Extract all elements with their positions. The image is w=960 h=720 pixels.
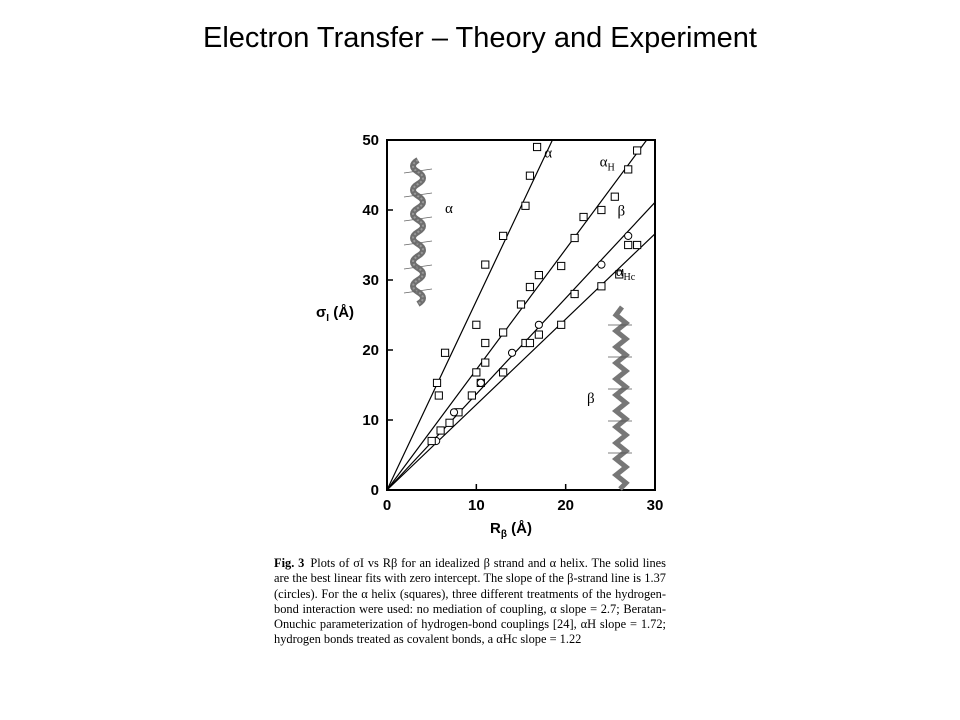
- helix-inset-label: α: [445, 201, 453, 217]
- data-point-square: [482, 261, 489, 268]
- data-point-square: [558, 262, 565, 269]
- data-point-square: [500, 232, 507, 239]
- data-point-square: [526, 339, 533, 346]
- y-tick-label: 10: [362, 412, 379, 429]
- x-tick-label: 30: [646, 497, 664, 514]
- x-axis-label: [490, 520, 532, 540]
- data-point-square: [535, 272, 542, 279]
- data-point-square: [468, 392, 475, 399]
- data-point-square: [558, 321, 565, 328]
- svg-text:Rβ (Å): $R_\beta$ (Å): [490, 520, 532, 540]
- data-point-square: [634, 147, 641, 154]
- series-label: $\alpha_H$: [599, 154, 615, 174]
- data-point-square: [473, 321, 480, 328]
- y-tick-label: 40: [362, 202, 379, 219]
- beta-strand-inset: [608, 307, 632, 489]
- data-point-square: [482, 359, 489, 366]
- data-point-square: [611, 193, 618, 200]
- x-tick-label: 10: [467, 497, 485, 514]
- data-point-square: [625, 166, 632, 173]
- data-point-square: [580, 213, 587, 220]
- data-point-circle: [598, 261, 605, 268]
- data-point-square: [522, 202, 529, 209]
- y-tick-label: 20: [362, 342, 379, 359]
- data-point-square: [435, 392, 442, 399]
- data-point-square: [526, 172, 533, 179]
- x-tick-label: 0: [382, 497, 392, 514]
- strand-inset-label: β: [587, 391, 595, 407]
- y-tick-label: 50: [362, 132, 379, 149]
- data-point-circle: [450, 409, 457, 416]
- data-point-square: [428, 437, 435, 444]
- data-point-square: [441, 349, 448, 356]
- data-point-square: [437, 427, 444, 434]
- series-label: $\alpha_{Hc}$: [615, 263, 636, 283]
- data-point-square: [535, 331, 542, 338]
- series-label: β: [617, 203, 626, 220]
- data-point-square: [598, 283, 605, 290]
- data-point-square: [598, 206, 605, 213]
- data-point-square: [500, 329, 507, 336]
- svg-text:σI (Å): $\sigma_I$ (Å): [316, 304, 355, 324]
- data-point-circle: [625, 232, 632, 239]
- y-tick-label: 0: [370, 482, 379, 499]
- fit-line: [387, 140, 647, 490]
- data-point-circle: [535, 321, 542, 328]
- data-point-square: [571, 290, 578, 297]
- slide-title: Electron Transfer – Theory and Experiment: [203, 22, 757, 54]
- data-point-square: [634, 241, 641, 248]
- data-point-square: [526, 283, 533, 290]
- data-points: [428, 143, 641, 444]
- data-point-square: [482, 339, 489, 346]
- data-point-circle: [508, 349, 515, 356]
- caption-label: Fig. 3: [274, 556, 305, 570]
- figure-caption: [274, 556, 666, 648]
- caption-text: Plots of σI vs Rβ for an idealized β strand and α helix. The solid lines are the best linear fits with zero intercept. The slope of the β-strand line is 1.37 (circles). For the α helix (squares), three different treatments of the hydrogen-bond interaction were used: no mediation of coupling, α slope = 2.7; Beratan-Onuchic parameterization of hydrogen-bond couplings [24], αH slope = 1.72; hydrogen bonds treated as covalent bonds, a αHc slope = 1.22: [274, 556, 666, 647]
- scatter-plot: [300, 125, 680, 545]
- data-point-square: [473, 369, 480, 376]
- y-tick-label: 30: [362, 272, 379, 289]
- alpha-helix-inset: [404, 160, 432, 304]
- data-point-square: [500, 369, 507, 376]
- series-label: α: [544, 145, 553, 162]
- data-point-circle: [477, 379, 484, 386]
- y-axis-label: [316, 304, 354, 324]
- data-point-square: [433, 379, 440, 386]
- data-point-square: [625, 241, 632, 248]
- data-point-square: [446, 419, 453, 426]
- data-point-square: [571, 234, 578, 241]
- x-tick-label: 20: [557, 497, 575, 514]
- data-point-square: [533, 143, 540, 150]
- data-point-square: [517, 301, 524, 308]
